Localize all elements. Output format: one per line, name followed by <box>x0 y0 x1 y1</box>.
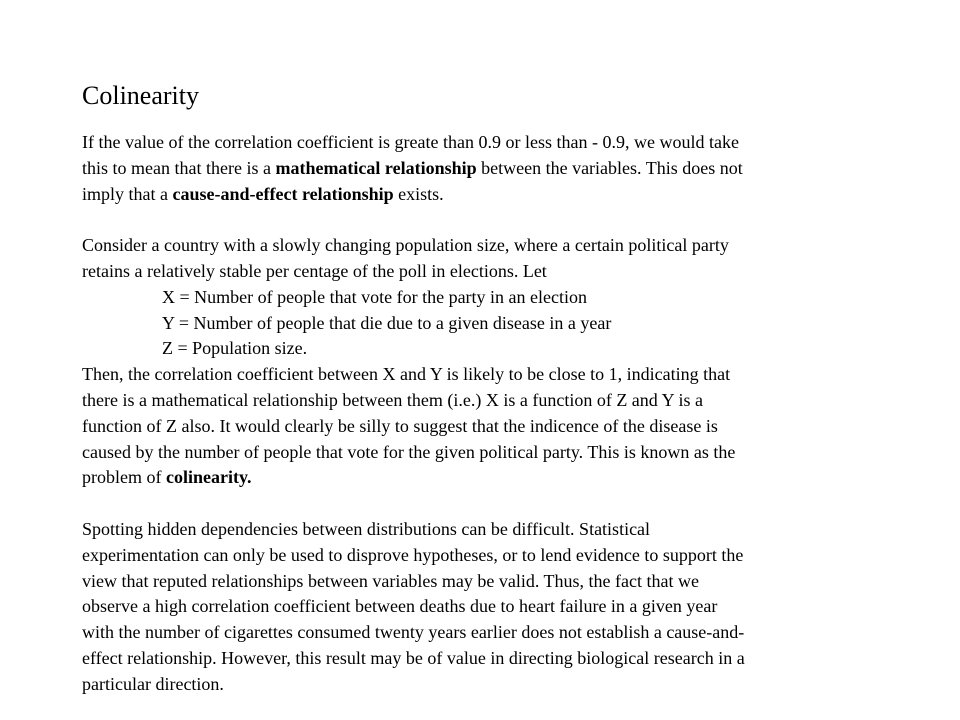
text-line: Then, the correlation coefficient between X and Y is likely to be close to 1, indicating that <box>82 364 731 385</box>
bold-term-colinearity: colinearity. <box>165 467 252 488</box>
text-line: particular direction. <box>82 673 224 694</box>
slide-title: Colinearity <box>82 81 199 110</box>
text-line: Spotting hidden dependencies between distributions can be difficult. Statistical <box>82 518 651 539</box>
text-line <box>82 182 882 208</box>
text-line: view that reputed relationships between variables may be valid. Thus, the fact that we <box>82 570 699 591</box>
bold-term-mathematical-relationship: mathematical relationship <box>275 157 477 178</box>
text-span: between the variables. This does not <box>476 157 743 178</box>
definition-z: Z = Population size. <box>162 338 308 359</box>
text-line: effect relationship. However, this result may be of value in directing biological research in a <box>82 647 745 668</box>
slide-content <box>82 78 882 698</box>
paragraph-gap <box>82 491 882 517</box>
paragraph-gap <box>82 207 882 233</box>
text-span: exists. <box>393 183 444 204</box>
text-line: function of Z also. It would clearly be silly to suggest that the indicence of the disease is <box>82 415 718 436</box>
text-line: there is a mathematical relationship between them (i.e.) X is a function of Z and Y is a <box>82 389 703 410</box>
text-line <box>82 465 882 491</box>
text-line: observe a high correlation coefficient between deaths due to heart failure in a given year <box>82 596 718 617</box>
paragraph-2 <box>82 233 882 491</box>
text-line: experimentation can only be used to disprove hypotheses, or to lend evidence to support the <box>82 544 744 565</box>
definition-x: X = Number of people that vote for the party in an election <box>162 286 588 307</box>
text-line: with the number of cigarettes consumed twenty years earlier does not establish a cause-and- <box>82 622 745 643</box>
text-line: caused by the number of people that vote for the given political party. This is known as the <box>82 441 736 462</box>
text-line <box>82 156 882 182</box>
text-span: problem of <box>82 467 166 488</box>
definition-y: Y = Number of people that die due to a given disease in a year <box>162 312 612 333</box>
paragraph-1 <box>82 130 882 207</box>
bold-term-cause-and-effect: cause-and-effect relationship <box>172 183 394 204</box>
paragraph-3 <box>82 517 882 698</box>
text-span: imply that a <box>82 183 173 204</box>
text-span: this to mean that there is a <box>82 157 276 178</box>
text-line: retains a relatively stable per centage of the poll in elections. Let <box>82 260 547 281</box>
text-line: If the value of the correlation coefficient is greate than 0.9 or less than - 0.9, we would take <box>82 132 739 152</box>
text-line: Consider a country with a slowly changing population size, where a certain political party <box>82 235 729 256</box>
